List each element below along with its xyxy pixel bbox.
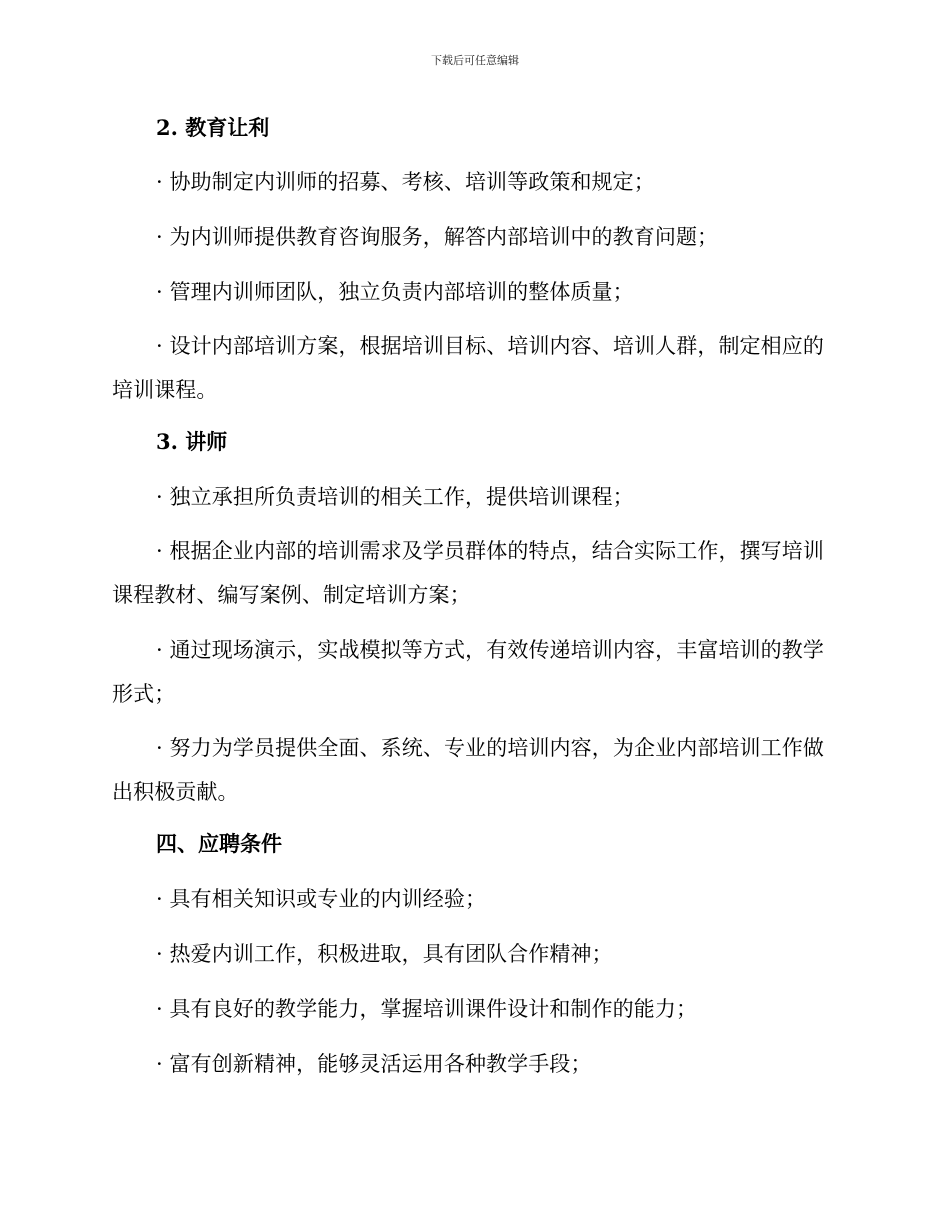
list-item: · 富有创新精神，能够灵活运用各种教学手段；: [156, 1052, 592, 1076]
list-item: · 努力为学员提供全面、系统、专业的培训内容，为企业内部培训工作做出积极贡献。: [112, 736, 824, 804]
list-item: · 具有良好的教学能力，掌握培训课件设计和制作的能力；: [156, 997, 698, 1021]
list-item: · 热爱内训工作，积极进取，具有团队合作精神；: [156, 942, 613, 966]
section-heading: 2. 教育让利: [156, 115, 270, 140]
list-item: · 具有相关知识或专业的内训经验；: [156, 887, 487, 911]
section-heading: 四、应聘条件: [156, 831, 282, 856]
page-header: 下载后可任意编辑: [431, 54, 519, 67]
list-item: · 根据企业内部的培训需求及学员群体的特点，结合实际工作，撰写培训课程教材、编写案例、制定培训方案；: [112, 539, 824, 607]
list-item: · 管理内训师团队，独立负责内部培训的整体质量；: [156, 280, 634, 304]
list-item: · 为内训师提供教育咨询服务，解答内部培训中的教育问题；: [156, 225, 719, 249]
list-item: · 协助制定内训师的招募、考核、培训等政策和规定；: [156, 170, 655, 194]
section-heading: 3. 讲师: [156, 429, 228, 454]
list-item: · 独立承担所负责培训的相关工作，提供培训课程；: [156, 485, 634, 509]
list-item: · 通过现场演示，实战模拟等方式，有效传递培训内容，丰富培训的教学形式；: [112, 638, 824, 706]
list-item: · 设计内部培训方案，根据培训目标、培训内容、培训人群，制定相应的培训课程。: [112, 334, 824, 402]
